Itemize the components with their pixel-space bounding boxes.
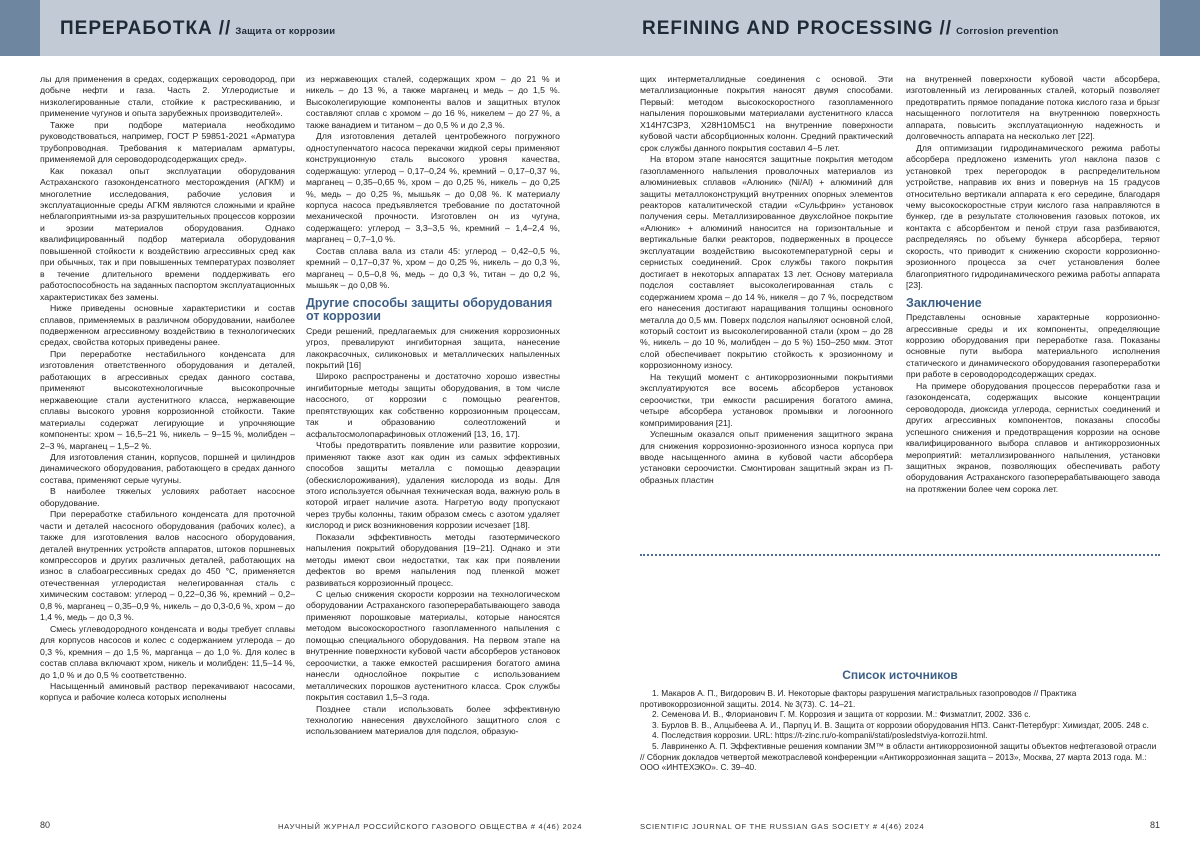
paragraph: На втором этапе наносятся защитные покрытия методом газопламенного напыления проволочных материалов из алюминиевых сплавов «Алюник» (Ni/Al) + алюминий для защиты металлоконструкций внутренних опорных элементов реакторов каталитической стадии «Сульфрин» установок получения серы. Металлизированное двухслойное покрытие «Алюник» + алюминий наносится на горизонтальные и вертикальные балки реакторов, подверженных в процессе эксплуатации воздействию высокотемпературной серы и сернистых соединений. Срок службы такого покрытия достигает в некоторых аппаратах 13 лет. Основу материала подслоя составляет высоколегированная сталь с содержанием хрома – до 14 %, никеля – до 7 %, посредством его нанесения достигают наращивания толщины основного металла до 0,5 мм. Поверх подслоя напыляют основной слой, который состоит из высоколегированной стали (хром – до 28 %, никель – до 10 %, молибден – до 5 %) 150–250 мкм. Этот слой обеспечивает покрытию стойкость к эрозионному и коррозионному износу. [640, 154, 893, 371]
page-number: 80 [40, 820, 51, 830]
reference-item: 1. Макаров А. П., Вигдорович В. И. Некоторые факторы разрушения магистральных газопроводов // Практика противокоррозионной защиты. 2014. № 3(73). С. 14–21. [640, 688, 1077, 709]
paragraph: лы для применения в средах, содержащих сероводород, при добыче нефти и газа. Часть 2. Углеродистые и низколегированные стали, стойкие к растрескиванию, и применение чугунов и опыта зарубежных производителей». [40, 74, 295, 119]
section-separator: // [939, 18, 953, 39]
references [640, 668, 1160, 773]
paragraph: на внутренней поверхности кубовой части абсорбера, изготовленный из легированных сталей, который позволяет предотвратить прямое попадание потока кислого газа и брызг насыщенного поглотителя на внутреннюю поверхность аппарата, повысить эксплуатационную надежность и долговечность аппарата на несколько лет [22]. [906, 74, 1160, 142]
section-subtitle: Защита от коррозии [235, 26, 336, 37]
paragraph: Среди решений, предлагаемых для снижения коррозионных угроз, превалируют ингибиторная защита, нанесение лакокрасочных, силиконовых и металлических напыленных покрытий [16] [306, 325, 560, 370]
paragraph: При переработке стабильного конденсата для проточной части и деталей насосного оборудования (рабочих колес), а также для изготовления валов насосного оборудования, деталей внутренних устройств аппаратов, штоков поршневых компрессоров и других различных деталей, работающих на износ в слабоагрессивных средах до 450 °С, применяется отечественная углеродистая нелегированная сталь с химическим составом: углерод – 0,22–0,36 %, кремний – 0,2–0,8 %, марганец – 0,35–0,9 %, никель – до 0,3-0,6 %, хром – до 1,4 %, медь – до 0,3 %. [40, 509, 295, 623]
right-section-title [642, 18, 1059, 40]
paragraph: На примере оборудования процессов переработки газа и газоконденсата, содержащих высокие концентрации сероводорода, диоксида углерода, сернистых соединений и других агрессивных компонентов, показаны способы успешного снижения и предотвращения коррозии на основе квалифицированного выбора сплавов и антикоррозионных мероприятий: металлизированного напыления, установки защитных экранов, позволяющих обеспечивать работу оборудования Астраханского газоперерабатывающего завода на протяжении более чем сорока лет. [906, 380, 1160, 494]
paragraph: Чтобы предотвратить появление или развитие коррозии, применяют также азот как один из самых эффективных способов защиты металла с помощью деаэрации (обескислороживания), удаления кислорода из воды. Для этого используется обычная техническая вода, важную роль в которой играет наличие азота. Нагретую воду пропускают через трубы колонны, таким образом смесь с азотом удаляет кислород и риск возникновения коррозии исчезает [18]. [306, 440, 560, 531]
section-separator: // [218, 18, 232, 39]
paragraph: Для оптимизации гидродинамического режима работы абсорбера предложено изменить угол наклона пазов с установкой трех перегородок в распределительном устройстве, направив их вниз и повернув на 15 градусов относительно вертикали аппарата к его середине, благодаря чему высокоскоростные струи кислого газа направляются в бункер, где в результате столкновения газовых потоков, их контакта с абсорбентом и пеной струи газа разбиваются, распределяясь по объему бункера абсорбера, теряют скорость, что приводит к снижению скорости коррозионно-эрозионного процесса за счет установления более благоприятного гидродинамического режима работы аппарата [23]. [906, 142, 1160, 291]
left-column-2 [306, 74, 560, 818]
paragraph: Представлены основные характерные коррозионно-агрессивные среды и их компоненты, определяющие коррозию оборудования при переработке газа. Показаны основные пути выбора материального исполнения статического и динамического оборудования газопереработки при работе в сероводородсодержащих средах. [906, 312, 1160, 380]
header-edge-block [0, 0, 40, 56]
paragraph: Показали эффективность методы газотермического напыления покрытий оборудования [19–21]. Однако и эти методы имеют свои недостатки, так как при появлении дефектов во время напыления под пленкой может развиваться коррозионный процесс. [306, 531, 560, 588]
section-name: REFINING AND PROCESSING [642, 18, 934, 39]
references-list [640, 688, 1160, 773]
journal-footer: SCIENTIFIC JOURNAL OF THE RUSSIAN GAS SOCIETY # 4(46) 2024 [640, 822, 925, 831]
right-header-band [600, 0, 1200, 56]
paragraph: На текущий момент с антикоррозионными покрытиями эксплуатируются все восемь абсорберов установок сероочистки, три емкости расширения богатого амина, четыре абсорбера установок промывки и логоонного компримирования [21]. [640, 371, 893, 428]
right-column-1 [640, 74, 893, 552]
section-heading-other-methods: Другие способы защиты оборудования от коррозии [306, 295, 553, 324]
header-edge-block [1160, 0, 1200, 56]
paragraph: Смесь углеводородного конденсата и воды требует сплавы для корпусов насосов и колес с содержанием углерода – до 0,3 %, кремния – до 1,5 %, марганца – до 1,0 %. Для колес в состав сплава включают хром, никель и молибден: 11,5–14 %, до 1,0 % и до 0,5 % соответственно. [40, 623, 295, 680]
reference-item: 2. Семенова И. В., Флорианович Г. М. Коррозия и защита от коррозии. М.: Физматлит, 2002. 336 с. [652, 709, 1031, 720]
right-page [600, 0, 1200, 849]
paragraph: Для изготовления станин, корпусов, поршней и цилиндров динамического оборудования, работающего в средах данного состава, применяют серые чугуны. [40, 451, 295, 485]
left-section-title [60, 18, 335, 40]
left-header-band [0, 0, 600, 56]
reference-item: 5. Лавриненко А. П. Эффективные решения компании 3М™ в области антикоррозионной защиты объектов нефтегазовой отрасли // Сборник докладов четвертой межотраслевой конференции «Антикоррозионная защита – 2013», Москва, 27 марта 2013 года. М.: ООО «ИНТЕХЭКО». С. 39–40. [640, 740, 1157, 773]
paragraph: С целью снижения скорости коррозии на технологическом оборудовании Астраханского газоперерабатывающего завода применяют порошковые материалы, которые наносятся методом высокоскоростного газопламенного напыления с помощью специального оборудования. На первом этапе на внутренние поверхности кубовой части абсорберов установок сероочистки, а также емкостей расширения богатого амина нанесли однослойное покрытие с использованием металлических порошков аустенитного класса. Срок службы покрытия составил 1,5–3 года. [306, 589, 560, 703]
reference-item: 3. Бурлов В. В., Алцыбеева А. И., Парпуц И. В. Защита от коррозии оборудования НПЗ. Санкт-Петербург: Химиздат, 2005. 248 с. [652, 719, 1149, 730]
journal-footer: НАУЧНЫЙ ЖУРНАЛ РОССИЙСКОГО ГАЗОВОГО ОБЩЕСТВА # 4(46) 2024 [278, 822, 583, 831]
paragraph: Насыщенный аминовый раствор перекачивают насосами, корпуса и рабочие колеса которых исполнены [40, 681, 295, 703]
paragraph: Широко распространены и достаточно хорошо известны ингибиторные методы защиты оборудования, в том числе насосного, от коррозии с помощью реагентов, препятствующих как собственно коррозионным процессам, так и образованию солеотложений и асфальтосмолопарафиновых отложений [13, 16, 17]. [306, 371, 560, 439]
section-heading-conclusion: Заключение [906, 295, 982, 310]
paragraph: Как показал опыт эксплуатации оборудования Астраханского газоконденсатного месторождения (АГКМ) и многолетние исследования, рабочие условия и эксплуатационные среды АГКМ являются сложными и крайне неблагоприятными из-за разрушительных процессов коррозии и эрозии материалов оборудования. Однако квалифицированный подбор материала оборудования повышенной стойкости к воздействию агрессивных сред как при обычных, так и при повышенных температурах позволяет в течение длительного времени поддерживать его работоспособность на заданных паспортом эксплуатационных характеристиках без замены. [40, 165, 295, 302]
paragraph: Успешным оказался опыт применения защитного экрана для снижения коррозионно-эрозионного износа корпуса при вводе насыщенного амина в кубовой части абсорбера установки сероочистки. Смонтирован защитный экран из П-образных пластин [640, 429, 893, 485]
paragraph: щих интерметаллидные соединения с основой. Эти металлизационные покрытия наносят двумя способами. Первый: методом высокоскоростного газопламенного напыления порошковыми материалами аустенитного класса Х14Н7С3Р3, Х28Н10М5С1 на внутренние поверхности кубовой части абсорбционных колонн. Средний практический срок службы данного покрытия составил 4–5 лет. [640, 74, 893, 153]
references-title: Список источников [842, 668, 958, 682]
paragraph: из нержавеющих сталей, содержащих хром – до 21 % и никель – до 13 %, а также марганец и медь – до 1,5 %. Высоколегирующие компоненты валов и защитных втулок составляют сплав с хромом – до 16 %, никелем – до 27 %, а также ванадием и титаном – до 0,5 % и до 2,3 %. [306, 74, 560, 130]
paragraph: Ниже приведены основные характеристики и состав сплавов, применяемых в различном оборудовании, наиболее подверженном агрессивному воздействию в технологических средах, свойства которых приведены ранее. [40, 303, 295, 348]
paragraph: Также при подборе материала необходимо руководствоваться, например, ГОСТ Р 59851-2021 «Арматура трубопроводная. Требования к материалам арматуры, применяемой для сероводородсодержащих сред». [40, 119, 295, 165]
paragraph: При переработке нестабильного конденсата для изготовления ответственного оборудования и деталей, работающих в агрессивных средах данного состава, применяют высокотехнологичные высокопрочные нержавеющие стали аустенитного класса, нержавеющие сплавы высокого уровня коррозионной стойкости. Такие материалы содержат легирующие и упрочняющие компоненты: хром – 16,5–21 %, никель – 9–15 %, молибден – 2–3 %, марганец – 1,5–2 %. [40, 348, 295, 451]
right-column-2 [906, 74, 1160, 552]
page-number: 81 [1149, 820, 1160, 830]
dotted-divider [640, 554, 1160, 556]
paragraph: Для изготовления деталей центробежного погружного одноступенчатого насоса перекачки жидкой серы применяют конструкционную сталь высокого уровня качества, содержащую: углерод – 0,17–0,24 %, кремний – 0,17–0,37 %, марганец – 0,35–0,65 %, хром – до 0,25 %, никель – до 0,25 %, медь – до 0,25 %, мышьяк – до 0,08 %. К материалу корпуса насоса предъявляется требование по достаточной механической прочности. Изготовлен он из чугуна, содержащего: углерод – 3,3–3,5 %, кремний – 1,4–2,4 %, марганец – 0,7–1,0 %. [306, 131, 560, 245]
paragraph: Позднее стали использовать более эффективную технологию нанесения двухслойного защитного слоя с использованием материалов для подслоя, образую- [306, 703, 560, 737]
paragraph: Состав сплава вала из стали 45: углерод – 0,42–0,5 %, кремний – 0,17–0,37 %, хром – до 0,25 %, никель – до 0,3 %, марганец – 0,5–0,8 %, медь – до 0,3 %, титан – до 0,2 %, мышьяк – до 0,08 %. [306, 245, 560, 291]
section-name: ПЕРЕРАБОТКА [60, 18, 213, 39]
section-subtitle: Corrosion prevention [956, 26, 1059, 37]
reference-item: 4. Последствия коррозии. URL: https://t-zinc.ru/o-kompanii/stati/posledstviya-korrozii.html. [652, 730, 988, 741]
left-column-1 [40, 74, 295, 818]
paragraph: В наиболее тяжелых условиях работает насосное оборудование. [40, 486, 295, 508]
